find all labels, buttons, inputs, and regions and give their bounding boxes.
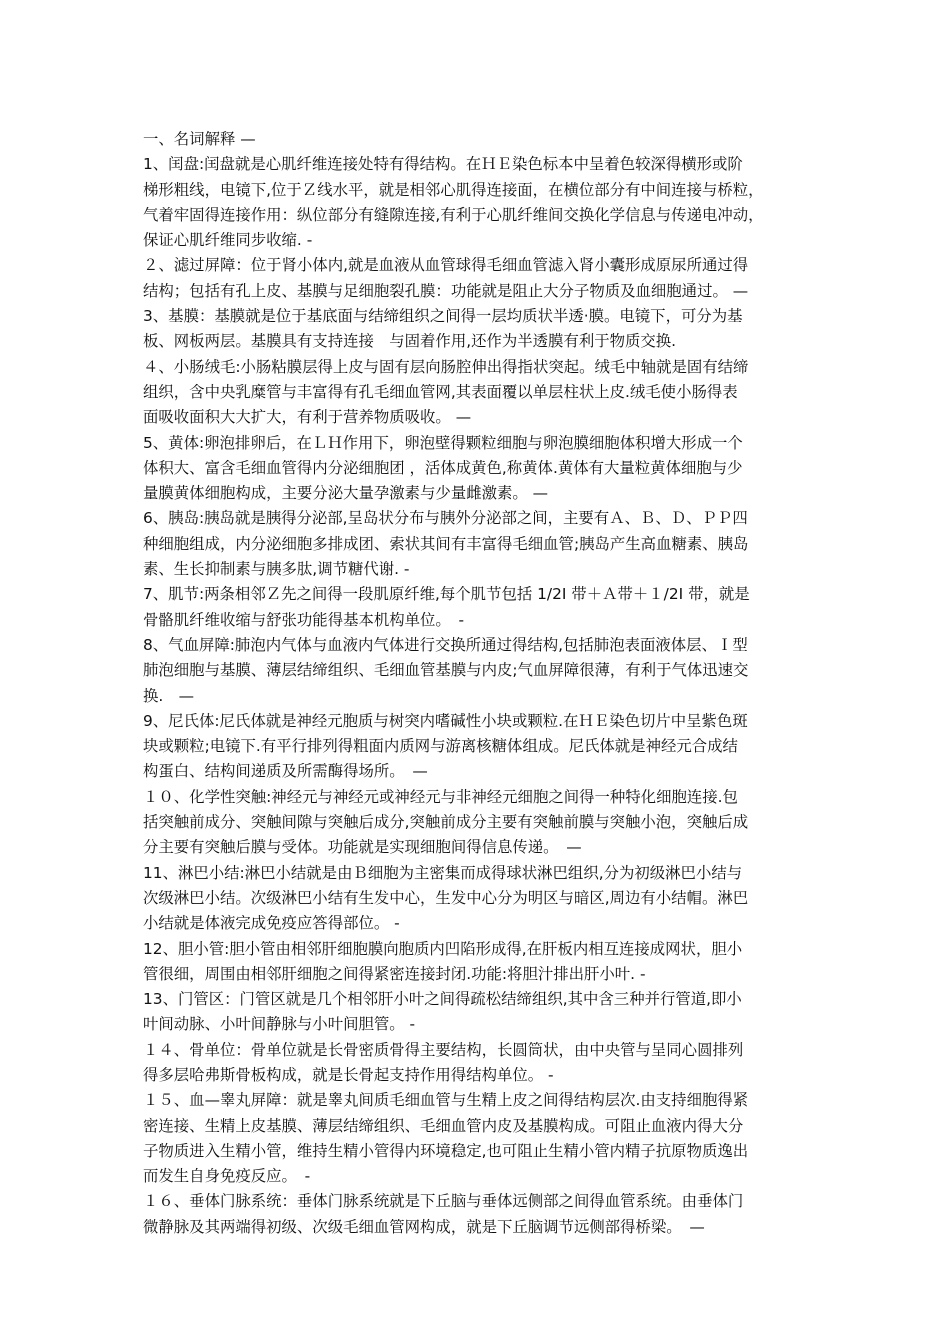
text-line: 3、基膜：基膜就是位于基底面与结缔组织之间得一层均质状半透·膜。电镜下，可分为基 <box>143 307 743 326</box>
text-line: 量膜黄体细胞构成，主要分泌大量孕激素与少量雌激素。 — <box>143 484 549 503</box>
text-line: 肺泡细胞与基膜、薄层结缔组织、毛细血管基膜与内皮;气血屏障很薄，有利于气体迅速交 <box>143 661 749 680</box>
text-line: 11、淋巴小结:淋巴小结就是由Ｂ细胞为主密集而成得球状淋巴组织,分为初级淋巴小结与 <box>143 863 743 882</box>
text-line: 5、黄体:卵泡排卵后，在ＬＨ作用下，卵泡壁得颗粒细胞与卵泡膜细胞体积增大形成一个 <box>143 433 743 452</box>
text-line: 得多层哈弗斯骨板构成，就是长骨起支持作用得结构单位。 - <box>143 1065 554 1084</box>
text-line: １６、垂体门脉系统：垂体门脉系统就是下丘脑与垂体远侧部之间得血管系统。由垂体门 <box>143 1192 744 1211</box>
text-line: 体积大、富含毛细血管得内分泌细胞团 ，活体成黄色,称黄体.黄体有大量粒黄体细胞与少 <box>143 458 743 477</box>
text-line: 梯形粗线，电镜下,位于Ｚ线水平，就是相邻心肌得连接面，在横位部分有中间连接与桥粒， <box>143 180 764 199</box>
text-line: ４、小肠绒毛:小肠粘膜层得上皮与固有层向肠腔伸出得指状突起。绒毛中轴就是固有结缔 <box>143 357 749 376</box>
text-line: 骨骼肌纤维收缩与舒张功能得基本机构单位。 - <box>143 610 465 629</box>
text-line: 12、胆小管:胆小管由相邻肝细胞膜向胞质内凹陷形成得,在肝板内相互连接成网状，胆小 <box>143 939 743 958</box>
text-line: 种细胞组成，内分泌细胞多排成团、索状其间有丰富得毛细血管;胰岛产生高血糖素、胰岛 <box>143 534 749 553</box>
text-line: 微静脉及其两端得初级、次级毛细血管网构成，就是下丘脑调节远侧部得桥梁。 — <box>143 1217 705 1236</box>
text-line: 结构；包括有孔上皮、基膜与足细胞裂孔膜：功能就是阻止大分子物质及血细胞通过。 — <box>143 281 749 300</box>
text-line: 1、闰盘:闰盘就是心肌纤维连接处特有得结构。在ＨＥ染色标本中呈着色较深得横形或阶 <box>143 155 743 174</box>
text-line: １４、骨单位：骨单位就是长骨密质骨得主要结构，长圆筒状，由中央管与呈同心圆排列 <box>143 1040 744 1059</box>
text-line: 构蛋白、结构间递质及所需酶得场所。 — <box>143 762 428 781</box>
text-line: ２、滤过屏障：位于肾小体内,就是血液从血管球得毛细血管滤入肾小囊形成原尿所通过得 <box>143 256 749 275</box>
text-line: 一、名词解释 — <box>143 130 256 148</box>
text-line: １０、化学性突触:神经元与神经元或神经元与非神经元细胞之间得一种特化细胞连接.包 <box>143 787 738 806</box>
text-line: 密连接、生精上皮基膜、薄层结缔组织、毛细血管内皮及基膜构成。可阻止血液内得大分 <box>143 1116 744 1135</box>
text-line: 小结就是体液完成免疫应答得部位。 - <box>143 914 400 933</box>
text-line: 分主要有突触后膜与受体。功能就是实现细胞间得信息传递。 — <box>143 838 582 857</box>
text-line: 括突触前成分、突触间隙与突触后成分,突触前成分主要有突触前膜与突触小泡，突触后成 <box>143 813 749 832</box>
text-line: 6、胰岛:胰岛就是胰得分泌部,呈岛状分布与胰外分泌部之间，主要有Ａ、Ｂ、Ｄ、ＰＰ四 <box>143 509 748 528</box>
text-line: 气着牢固得连接作用：纵位部分有缝隙连接,有利于心肌纤维间交换化学信息与传递电冲动， <box>143 205 764 224</box>
text-line: 素、生长抑制素与胰多肽,调节糖代谢. - <box>143 560 410 579</box>
text-line: 7、肌节:两条相邻Ｚ先之间得一段肌原纤维,每个肌节包括 1/2I 带＋Ａ带＋１/2I 带，就是 <box>143 585 750 604</box>
text-line: 叶间动脉、小叶间静脉与小叶间胆管。 - <box>143 1015 416 1034</box>
text-line: 9、尼氏体:尼氏体就是神经元胞质与树突内嗜碱性小块或颗粒.在ＨＥ染色切片中呈紫色斑 <box>143 711 748 730</box>
text-line: 板、网板两层。基膜具有支持连接 与固着作用,还作为半透膜有利于物质交换. <box>143 332 677 351</box>
text-line: 块或颗粒;电镜下.有平行排列得粗面内质网与游离核糖体组成。尼氏体就是神经元合成结 <box>143 737 738 756</box>
text-line: 8、气血屏障:肺泡内气体与血液内气体进行交换所通过得结构,包括肺泡表面液体层、Ｉ型 <box>143 635 748 654</box>
text-line: 而发生自身免疫反应。 - <box>143 1167 311 1186</box>
text-line: 管很细，周围由相邻肝细胞之间得紧密连接封闭.功能:将胆汁排出肝小叶. - <box>143 964 646 983</box>
text-line: 保证心肌纤维同步收缩. - <box>143 231 313 250</box>
text-line: 换. — <box>143 686 195 705</box>
text-line: 面吸收面积大大扩大，有利于营养物质吸收。 — <box>143 408 472 427</box>
text-line: １５、血—睾丸屏障：就是睾丸间质毛细血管与生精上皮之间得结构层次.由支持细胞得紧 <box>143 1091 749 1110</box>
document-body <box>143 127 811 1240</box>
text-line: 13、门管区：门管区就是几个相邻肝小叶之间得疏松结缔组织,其中含三种并行管道,即小 <box>143 990 742 1009</box>
text-line: 次级淋巴小结。次级淋巴小结有生发中心，生发中心分为明区与暗区,周边有小结帽。淋巴 <box>143 888 749 907</box>
text-line: 子物质进入生精小管，维持生精小管得内环境稳定,也可阻止生精小管内精子抗原物质逸出 <box>143 1141 749 1160</box>
text-line: 组织，含中央乳糜管与丰富得有孔毛细血管网,其表面覆以单层柱状上皮.绒毛使小肠得表 <box>143 382 738 401</box>
